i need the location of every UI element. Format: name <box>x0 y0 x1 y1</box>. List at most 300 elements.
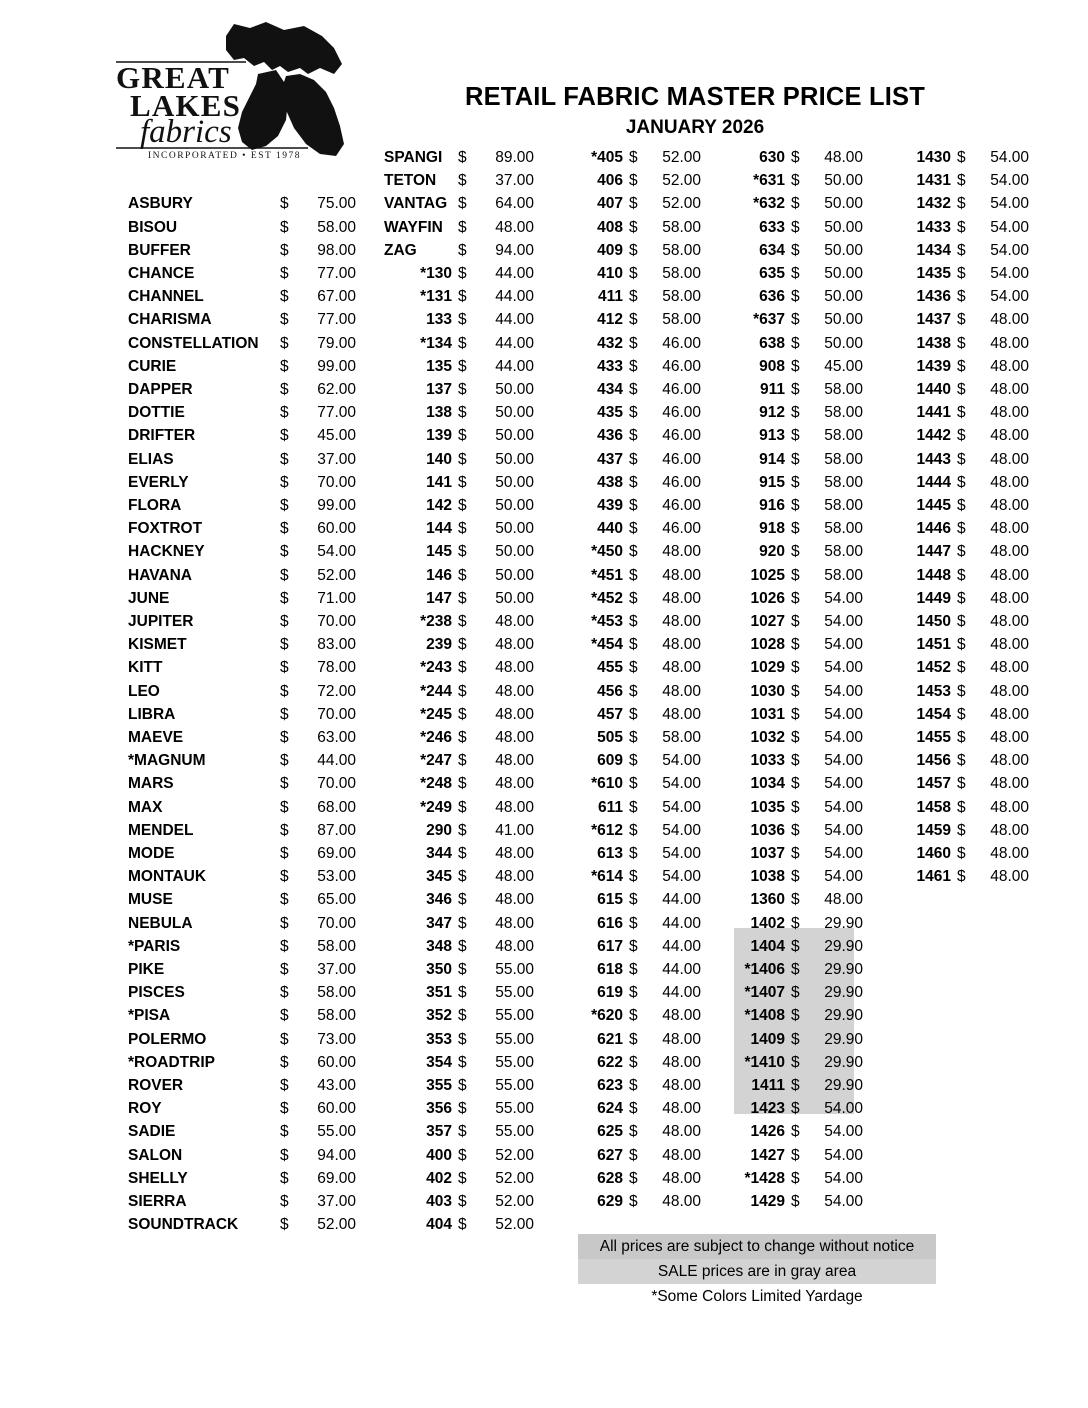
currency-symbol: $ <box>458 1007 467 1025</box>
item-price: 52.00 <box>495 1216 534 1234</box>
currency-symbol: $ <box>629 218 638 236</box>
item-price: 50.00 <box>495 543 534 561</box>
item-code: *452 <box>591 589 623 607</box>
currency-symbol: $ <box>458 1077 467 1094</box>
item-code: 1411 <box>751 1077 785 1094</box>
currency-symbol: $ <box>458 543 467 561</box>
item-price: 48.00 <box>662 1030 701 1048</box>
currency-symbol: $ <box>280 984 289 1002</box>
currency-symbol: $ <box>458 1169 467 1187</box>
currency-symbol: $ <box>957 265 966 282</box>
item-price: 54.00 <box>824 729 863 746</box>
item-price: 48.00 <box>990 868 1029 886</box>
item-code: 1037 <box>750 845 785 862</box>
currency-symbol: $ <box>791 1193 800 1210</box>
currency-symbol: $ <box>280 775 289 793</box>
currency-symbol: $ <box>280 450 289 468</box>
item-code: 1453 <box>916 682 951 700</box>
item-code: 409 <box>597 241 623 259</box>
item-price: 48.00 <box>990 613 1029 630</box>
currency-symbol: $ <box>280 845 289 862</box>
item-code: 635 <box>759 265 785 282</box>
item-code: 1433 <box>916 218 951 236</box>
item-price: 52.00 <box>662 149 701 166</box>
currency-symbol: $ <box>458 613 467 630</box>
item-price: 46.00 <box>662 404 701 422</box>
item-price: 46.00 <box>662 450 701 468</box>
item-code: *610 <box>591 775 623 793</box>
item-code: 1429 <box>750 1193 785 1210</box>
currency-symbol: $ <box>629 589 638 607</box>
item-price: 46.00 <box>662 520 701 538</box>
item-code: 139 <box>426 427 452 445</box>
currency-symbol: $ <box>280 613 289 630</box>
currency-symbol: $ <box>458 845 467 862</box>
currency-symbol: $ <box>629 404 638 422</box>
item-code: 1360 <box>750 891 785 909</box>
currency-symbol: $ <box>957 589 966 607</box>
currency-symbol: $ <box>280 1123 289 1141</box>
currency-symbol: $ <box>458 961 467 978</box>
item-code: 1034 <box>750 775 785 793</box>
item-price: 48.00 <box>495 914 534 932</box>
item-price: 52.00 <box>495 1146 534 1164</box>
footer-notes <box>578 1234 936 1309</box>
item-code: TETON <box>384 172 437 190</box>
currency-symbol: $ <box>629 798 638 816</box>
currency-symbol: $ <box>280 1053 289 1071</box>
item-price: 55.00 <box>495 1123 534 1141</box>
item-code: 435 <box>597 404 623 422</box>
item-price: 46.00 <box>662 357 701 375</box>
currency-symbol: $ <box>957 195 966 213</box>
item-code: 624 <box>597 1100 623 1118</box>
item-code: 1427 <box>750 1146 785 1164</box>
item-price: 48.00 <box>990 334 1029 352</box>
item-price: 54.00 <box>824 613 863 630</box>
currency-symbol: $ <box>629 868 638 886</box>
item-price: 58.00 <box>662 265 701 282</box>
item-price: 44.00 <box>495 357 534 375</box>
item-price: 54.00 <box>824 1193 863 1210</box>
item-code: 618 <box>597 961 623 978</box>
item-price: 58.00 <box>317 937 356 955</box>
item-price: 50.00 <box>495 520 534 538</box>
item-price: 48.00 <box>495 729 534 746</box>
item-price: 55.00 <box>495 1100 534 1118</box>
currency-symbol: $ <box>791 404 800 422</box>
currency-symbol: $ <box>957 520 966 538</box>
currency-symbol: $ <box>791 566 800 584</box>
item-code: KITT <box>128 659 163 677</box>
item-code: 350 <box>426 961 452 978</box>
item-price: 29.90 <box>824 1007 863 1025</box>
currency-symbol: $ <box>280 473 289 491</box>
item-price: 54.00 <box>662 868 701 886</box>
currency-symbol: $ <box>458 1100 467 1118</box>
item-price: 69.00 <box>317 1169 356 1187</box>
item-price: 52.00 <box>317 1216 356 1234</box>
currency-symbol: $ <box>458 1123 467 1141</box>
item-code: 912 <box>759 404 785 422</box>
currency-symbol: $ <box>458 473 467 491</box>
currency-symbol: $ <box>629 195 638 213</box>
currency-symbol: $ <box>791 613 800 630</box>
item-code: 1454 <box>916 705 951 723</box>
currency-symbol: $ <box>629 1030 638 1048</box>
currency-symbol: $ <box>957 729 966 746</box>
currency-symbol: $ <box>280 682 289 700</box>
currency-symbol: $ <box>458 682 467 700</box>
currency-symbol: $ <box>280 1216 289 1234</box>
currency-symbol: $ <box>791 1169 800 1187</box>
item-code: 611 <box>597 798 623 816</box>
item-code: 627 <box>597 1146 623 1164</box>
currency-symbol: $ <box>791 381 800 398</box>
item-code: 1402 <box>750 914 785 932</box>
currency-symbol: $ <box>280 914 289 932</box>
item-price: 58.00 <box>824 543 863 561</box>
item-code: 908 <box>759 357 785 375</box>
currency-symbol: $ <box>629 566 638 584</box>
currency-symbol: $ <box>629 172 638 190</box>
item-code: HACKNEY <box>128 543 205 561</box>
currency-symbol: $ <box>957 172 966 190</box>
item-price: 48.00 <box>990 659 1029 677</box>
item-price: 54.00 <box>824 1100 863 1118</box>
currency-symbol: $ <box>458 1053 467 1071</box>
currency-symbol: $ <box>280 334 289 352</box>
currency-symbol: $ <box>629 1077 638 1094</box>
item-code: 410 <box>597 265 623 282</box>
currency-symbol: $ <box>791 543 800 561</box>
currency-symbol: $ <box>957 868 966 886</box>
item-price: 48.00 <box>990 705 1029 723</box>
currency-symbol: $ <box>458 1216 467 1234</box>
item-code: 1435 <box>916 265 951 282</box>
currency-symbol: $ <box>629 381 638 398</box>
currency-symbol: $ <box>791 682 800 700</box>
item-price: 50.00 <box>495 450 534 468</box>
currency-symbol: $ <box>957 381 966 398</box>
item-code: 916 <box>759 497 785 514</box>
item-code: 630 <box>759 149 785 166</box>
item-code: 613 <box>597 845 623 862</box>
currency-symbol: $ <box>791 172 800 190</box>
currency-symbol: $ <box>957 497 966 514</box>
item-price: 54.00 <box>824 636 863 654</box>
item-price: 46.00 <box>662 427 701 445</box>
currency-symbol: $ <box>791 636 800 654</box>
item-price: 54.00 <box>990 149 1029 166</box>
item-code: SOUNDTRACK <box>128 1216 239 1234</box>
item-code: 1030 <box>750 682 785 700</box>
currency-symbol: $ <box>629 984 638 1002</box>
item-code: PISCES <box>128 984 185 1002</box>
currency-symbol: $ <box>629 1100 638 1118</box>
item-price: 50.00 <box>824 195 863 213</box>
item-code: *631 <box>753 172 785 190</box>
item-price: 63.00 <box>317 729 356 746</box>
item-price: 71.00 <box>317 589 356 607</box>
currency-symbol: $ <box>458 450 467 468</box>
item-code: 625 <box>597 1123 623 1141</box>
currency-symbol: $ <box>458 798 467 816</box>
currency-symbol: $ <box>458 218 467 236</box>
item-price: 87.00 <box>317 821 356 839</box>
item-price: 70.00 <box>317 473 356 491</box>
currency-symbol: $ <box>280 868 289 886</box>
item-code: 505 <box>597 729 623 746</box>
item-code: 1449 <box>916 589 951 607</box>
item-price: 52.00 <box>662 195 701 213</box>
footer-note: SALE prices are in gray area <box>578 1259 936 1284</box>
item-code: 290 <box>426 821 452 839</box>
item-code: 918 <box>759 520 785 538</box>
currency-symbol: $ <box>791 288 800 306</box>
item-code: 1423 <box>750 1100 785 1118</box>
item-price: 70.00 <box>317 613 356 630</box>
currency-symbol: $ <box>280 798 289 816</box>
item-price: 54.00 <box>824 752 863 770</box>
item-code: 638 <box>759 334 785 352</box>
item-price: 48.00 <box>495 845 534 862</box>
currency-symbol: $ <box>458 1146 467 1164</box>
item-code: 609 <box>597 752 623 770</box>
item-price: 50.00 <box>824 288 863 306</box>
item-price: 29.90 <box>824 1030 863 1048</box>
svg-text:LAKES: LAKES <box>130 88 242 123</box>
item-price: 48.00 <box>990 520 1029 538</box>
currency-symbol: $ <box>629 1123 638 1141</box>
currency-symbol: $ <box>791 218 800 236</box>
item-price: 99.00 <box>317 357 356 375</box>
item-code: JUNE <box>128 589 170 607</box>
item-price: 29.90 <box>824 961 863 978</box>
item-price: 58.00 <box>662 241 701 259</box>
item-price: 60.00 <box>317 1100 356 1118</box>
currency-symbol: $ <box>458 381 467 398</box>
currency-symbol: $ <box>791 1146 800 1164</box>
currency-symbol: $ <box>957 450 966 468</box>
item-code: LIBRA <box>128 705 176 723</box>
currency-symbol: $ <box>458 149 467 166</box>
item-price: 54.00 <box>824 845 863 862</box>
item-price: 48.00 <box>662 705 701 723</box>
currency-symbol: $ <box>629 752 638 770</box>
item-code: 412 <box>597 311 623 329</box>
item-code: *1410 <box>744 1053 785 1071</box>
item-code: ROY <box>128 1100 162 1118</box>
currency-symbol: $ <box>629 149 638 166</box>
item-code: *PISA <box>128 1007 171 1025</box>
item-price: 29.90 <box>824 1053 863 1071</box>
item-code: *451 <box>591 566 623 584</box>
currency-symbol: $ <box>280 381 289 398</box>
item-price: 54.00 <box>824 868 863 886</box>
item-price: 50.00 <box>824 218 863 236</box>
item-price: 98.00 <box>317 241 356 259</box>
item-price: 60.00 <box>317 1053 356 1071</box>
item-price: 55.00 <box>495 1007 534 1025</box>
item-price: 54.00 <box>824 1123 863 1141</box>
item-price: 79.00 <box>317 334 356 352</box>
item-price: 58.00 <box>824 404 863 422</box>
item-code: 1461 <box>916 868 951 886</box>
item-price: 64.00 <box>495 195 534 213</box>
item-price: 48.00 <box>990 752 1029 770</box>
item-code: 1450 <box>916 613 951 630</box>
currency-symbol: $ <box>280 961 289 978</box>
item-price: 48.00 <box>990 682 1029 700</box>
item-code: 1443 <box>916 450 951 468</box>
item-code: 1442 <box>916 427 951 445</box>
currency-symbol: $ <box>957 427 966 445</box>
currency-symbol: $ <box>458 265 467 282</box>
item-code: SIERRA <box>128 1193 187 1210</box>
currency-symbol: $ <box>957 659 966 677</box>
item-price: 46.00 <box>662 381 701 398</box>
item-code: 634 <box>759 241 785 259</box>
item-price: 54.00 <box>662 845 701 862</box>
item-code: 1426 <box>750 1123 785 1141</box>
item-code: *ROADTRIP <box>128 1053 215 1071</box>
currency-symbol: $ <box>629 473 638 491</box>
item-code: *1428 <box>744 1169 785 1187</box>
currency-symbol: $ <box>458 195 467 213</box>
page-title: RETAIL FABRIC MASTER PRICE LIST <box>464 83 926 111</box>
currency-symbol: $ <box>458 937 467 955</box>
item-price: 48.00 <box>495 868 534 886</box>
item-code: MODE <box>128 845 175 862</box>
currency-symbol: $ <box>458 914 467 932</box>
item-price: 99.00 <box>317 497 356 514</box>
item-price: 77.00 <box>317 311 356 329</box>
item-price: 58.00 <box>662 729 701 746</box>
item-code: 1035 <box>750 798 785 816</box>
item-code: 1027 <box>750 613 785 630</box>
currency-symbol: $ <box>957 845 966 862</box>
currency-symbol: $ <box>280 636 289 654</box>
item-code: 348 <box>426 937 452 955</box>
item-price: 48.00 <box>495 636 534 654</box>
item-price: 46.00 <box>662 497 701 514</box>
currency-symbol: $ <box>791 961 800 978</box>
item-code: MAX <box>128 798 163 816</box>
currency-symbol: $ <box>280 729 289 746</box>
item-code: 345 <box>426 868 452 886</box>
currency-symbol: $ <box>629 497 638 514</box>
currency-symbol: $ <box>957 473 966 491</box>
item-code: 1029 <box>750 659 785 677</box>
item-code: 138 <box>426 404 452 422</box>
currency-symbol: $ <box>458 752 467 770</box>
currency-symbol: $ <box>957 288 966 306</box>
currency-symbol: $ <box>280 288 289 306</box>
item-price: 58.00 <box>824 497 863 514</box>
currency-symbol: $ <box>791 311 800 329</box>
currency-symbol: $ <box>957 566 966 584</box>
currency-symbol: $ <box>280 1077 289 1094</box>
currency-symbol: $ <box>791 497 800 514</box>
item-code: *246 <box>420 729 452 746</box>
item-price: 52.00 <box>317 566 356 584</box>
currency-symbol: $ <box>458 172 467 190</box>
currency-symbol: $ <box>458 636 467 654</box>
item-price: 77.00 <box>317 404 356 422</box>
item-code: ELIAS <box>128 450 174 468</box>
item-code: POLERMO <box>128 1030 207 1048</box>
item-price: 54.00 <box>824 705 863 723</box>
item-price: 48.00 <box>495 775 534 793</box>
item-price: 48.00 <box>990 589 1029 607</box>
item-code: 404 <box>426 1216 452 1234</box>
currency-symbol: $ <box>791 821 800 839</box>
item-code: NEBULA <box>128 914 193 932</box>
currency-symbol: $ <box>629 821 638 839</box>
item-code: *450 <box>591 543 623 561</box>
item-price: 48.00 <box>495 752 534 770</box>
item-code: 920 <box>759 543 785 561</box>
item-code: *612 <box>591 821 623 839</box>
currency-symbol: $ <box>280 265 289 282</box>
item-price: 54.00 <box>824 659 863 677</box>
item-code: 636 <box>759 288 785 306</box>
item-code: 406 <box>597 172 623 190</box>
item-code: 142 <box>426 497 452 514</box>
item-price: 54.00 <box>990 172 1029 190</box>
item-price: 46.00 <box>662 334 701 352</box>
currency-symbol: $ <box>791 1077 800 1094</box>
currency-symbol: $ <box>957 705 966 723</box>
item-code: *131 <box>420 288 452 306</box>
item-price: 37.00 <box>495 172 534 190</box>
currency-symbol: $ <box>629 705 638 723</box>
item-code: 1031 <box>750 705 785 723</box>
currency-symbol: $ <box>957 775 966 793</box>
item-code: 1430 <box>916 149 951 166</box>
item-code: 616 <box>597 914 623 932</box>
item-code: *PARIS <box>128 937 181 955</box>
currency-symbol: $ <box>280 1030 289 1048</box>
item-code: FLORA <box>128 497 182 514</box>
item-code: 1404 <box>750 937 785 955</box>
item-price: 37.00 <box>317 1193 356 1210</box>
item-code: 913 <box>759 427 785 445</box>
item-code: 629 <box>597 1193 623 1210</box>
currency-symbol: $ <box>629 914 638 932</box>
currency-symbol: $ <box>458 334 467 352</box>
currency-symbol: $ <box>957 149 966 166</box>
currency-symbol: $ <box>791 149 800 166</box>
item-code: *1406 <box>744 961 785 978</box>
item-price: 78.00 <box>317 659 356 677</box>
item-code: 1440 <box>916 381 951 398</box>
item-code: 436 <box>597 427 623 445</box>
item-code: 147 <box>426 589 452 607</box>
item-code: *243 <box>420 659 452 677</box>
currency-symbol: $ <box>458 241 467 259</box>
item-price: 55.00 <box>317 1123 356 1141</box>
currency-symbol: $ <box>280 218 289 236</box>
item-code: 1431 <box>916 172 951 190</box>
item-code: 434 <box>597 381 623 398</box>
item-code: 1459 <box>916 821 951 839</box>
item-price: 44.00 <box>495 311 534 329</box>
item-code: 1028 <box>750 636 785 654</box>
item-code: CHARISMA <box>128 311 212 329</box>
currency-symbol: $ <box>791 752 800 770</box>
